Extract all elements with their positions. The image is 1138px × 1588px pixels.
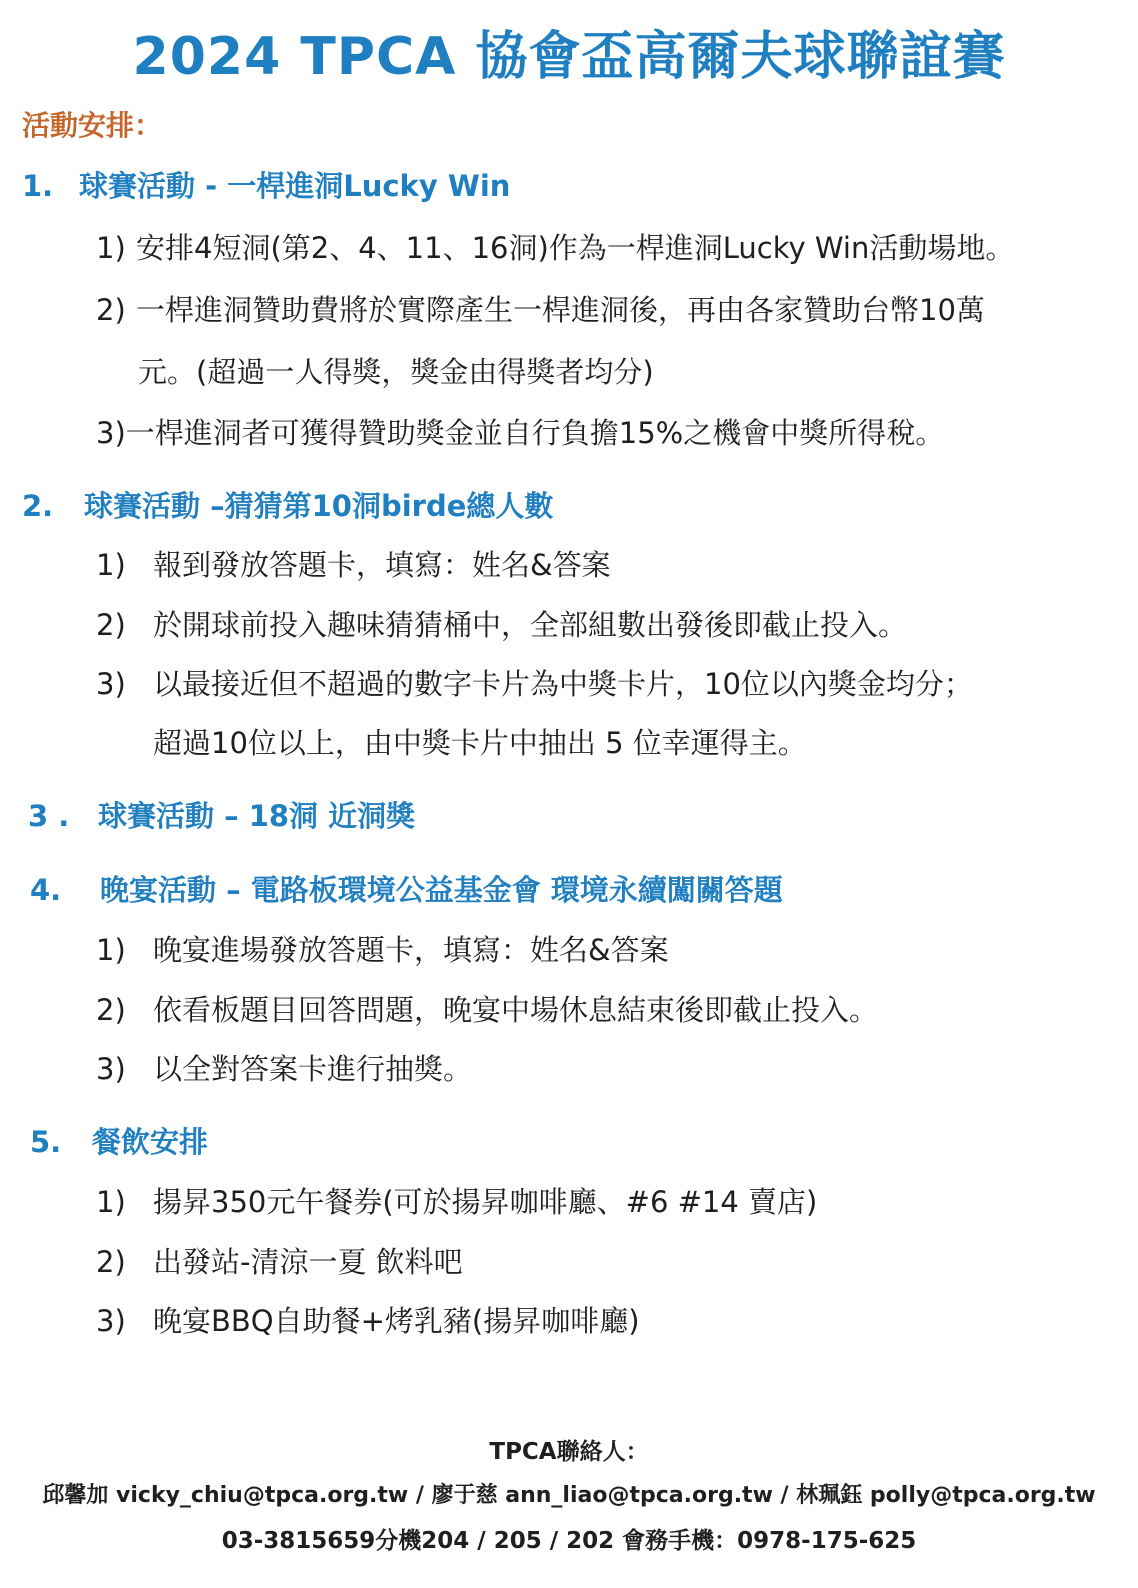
section-5-heading bbox=[30, 1120, 208, 1161]
item-marker: 1) bbox=[96, 933, 126, 967]
section-3-heading bbox=[28, 794, 415, 835]
list-item bbox=[96, 988, 878, 1029]
item-text: 出發站-清涼一夏 飲料吧 bbox=[153, 1245, 463, 1279]
item-text: 報到發放答題卡，填寫：姓名&答案 bbox=[153, 548, 611, 582]
section-4-heading bbox=[30, 868, 783, 909]
contact-label: TPCA聯絡人： bbox=[489, 1439, 649, 1465]
list-item bbox=[96, 603, 907, 644]
item-text: 晚宴進場發放答題卡，填寫：姓名&答案 bbox=[153, 933, 669, 967]
item-text: 安排4短洞(第2、4、11、16洞)作為一桿進洞Lucky Win活動場地。 bbox=[136, 231, 1015, 265]
section-number: 3 . bbox=[28, 799, 70, 833]
section-title: 晚宴活動 – 電路板環境公益基金會 環境永續闖關答題 bbox=[100, 873, 783, 907]
item-marker: 3) bbox=[96, 1052, 126, 1086]
section-2-heading bbox=[22, 484, 553, 525]
item-text: 揚昇350元午餐券(可於揚昇咖啡廳、#6 #14 賣店) bbox=[153, 1185, 818, 1219]
item-text: 一桿進洞者可獲得贊助獎金並自行負擔15%之機會中獎所得稅。 bbox=[125, 416, 945, 450]
item-marker: 3) bbox=[96, 667, 126, 701]
activity-subheading: 活動安排： bbox=[22, 109, 163, 142]
list-item bbox=[96, 928, 669, 969]
list-item bbox=[96, 226, 1014, 267]
item-marker: 1) bbox=[96, 1185, 126, 1219]
list-item bbox=[96, 1047, 472, 1088]
item-text: 晚宴BBQ自助餐+烤乳豬(揚昇咖啡廳) bbox=[153, 1304, 640, 1338]
section-1-heading bbox=[22, 164, 510, 205]
list-item bbox=[96, 1180, 817, 1221]
item-marker: 2) bbox=[96, 293, 126, 327]
list-item bbox=[96, 662, 973, 703]
section-number: 5. bbox=[30, 1125, 62, 1159]
section-title: 球賽活動 - 一桿進洞Lucky Win bbox=[79, 169, 511, 203]
list-item-continuation: 超過10位以上，由中獎卡片中抽出 5 位幸運得主。 bbox=[153, 726, 807, 760]
list-item bbox=[96, 288, 985, 329]
section-number: 1. bbox=[22, 169, 54, 203]
item-marker: 1) bbox=[96, 231, 126, 265]
section-number: 2. bbox=[22, 489, 54, 523]
section-title: 球賽活動 –猜猜第10洞birde總人數 bbox=[84, 489, 554, 523]
list-item-continuation: 元。(超過一人得獎，獎金由得獎者均分) bbox=[138, 355, 654, 389]
section-title: 球賽活動 – 18洞 近洞獎 bbox=[98, 799, 416, 833]
section-title: 餐飲安排 bbox=[92, 1125, 209, 1159]
list-item bbox=[96, 1299, 640, 1340]
item-text: 以最接近但不超過的數字卡片為中獎卡片，10位以內獎金均分； bbox=[153, 667, 973, 701]
item-marker: 2) bbox=[96, 993, 126, 1027]
list-item bbox=[96, 411, 944, 452]
item-marker: 1) bbox=[96, 548, 126, 582]
item-text: 於開球前投入趣味猜猜桶中，全部組數出發後即截止投入。 bbox=[153, 608, 908, 642]
page-title: 2024 TPCA 協會盃高爾夫球聯誼賽 bbox=[132, 27, 1006, 87]
contact-emails: 邱馨加 vicky_chiu@tpca.org.tw / 廖于慈 ann_liao@tpca.org.tw / 林珮鈺 polly@tpca.org.tw bbox=[42, 1483, 1096, 1508]
item-marker: 2) bbox=[96, 1245, 126, 1279]
section-number: 4. bbox=[30, 873, 62, 907]
list-item bbox=[96, 543, 611, 584]
item-marker: 3) bbox=[96, 416, 126, 450]
item-marker: 2) bbox=[96, 608, 126, 642]
contact-phones: 03-3815659分機204 / 205 / 202 會務手機：0978-175-625 bbox=[221, 1528, 917, 1554]
item-marker: 3) bbox=[96, 1304, 126, 1338]
item-text: 以全對答案卡進行抽獎。 bbox=[153, 1052, 473, 1086]
list-item bbox=[96, 1240, 463, 1281]
item-text: 一桿進洞贊助費將於實際產生一桿進洞後，再由各家贊助台幣10萬 bbox=[136, 293, 985, 327]
item-text: 依看板題目回答問題，晚宴中場休息結束後即截止投入。 bbox=[153, 993, 879, 1027]
